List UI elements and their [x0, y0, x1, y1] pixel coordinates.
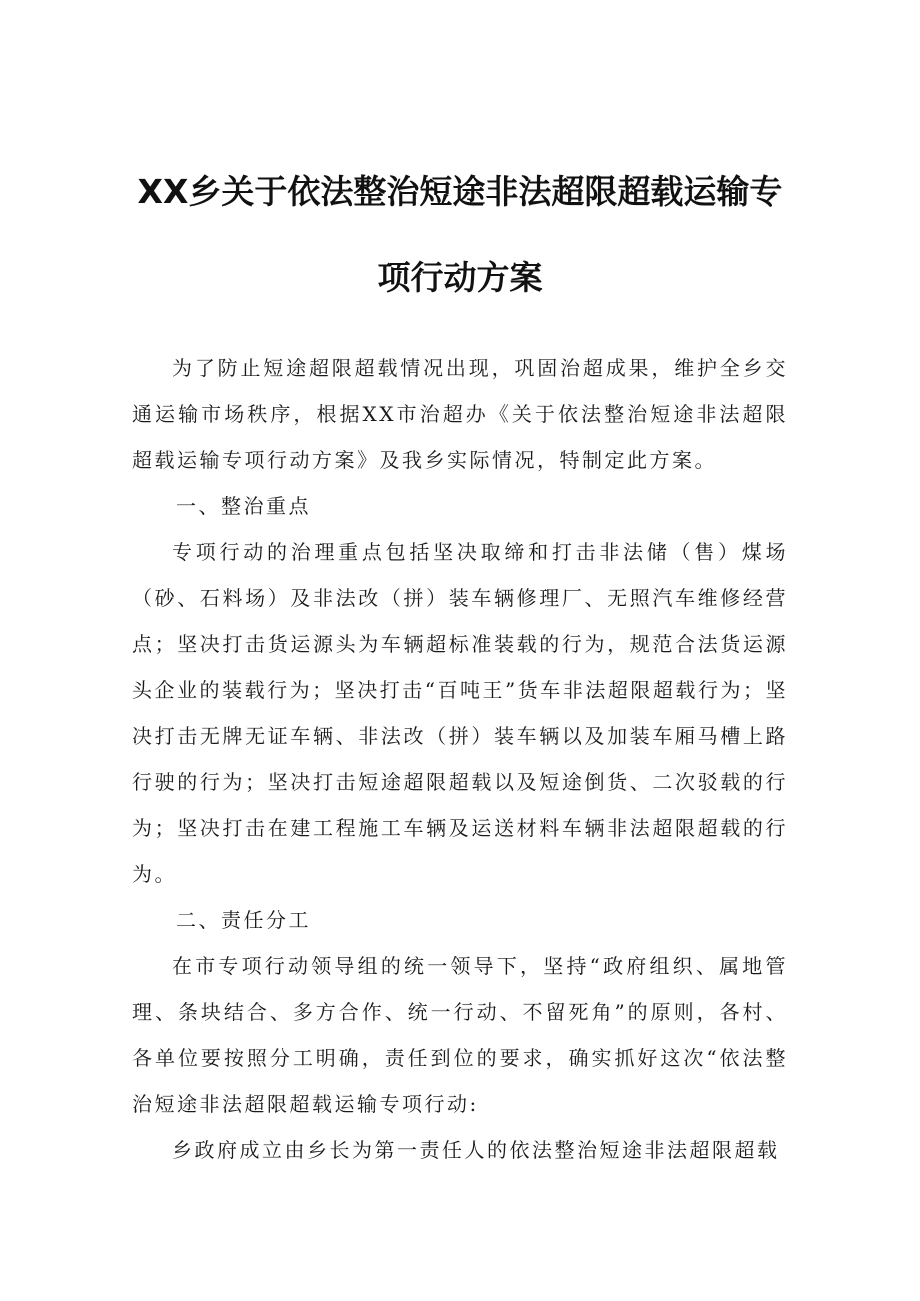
document-body [132, 345, 788, 1173]
section-heading-2: 二、责任分工 [176, 908, 311, 932]
document-title-line-2: 项行动方案 [377, 258, 543, 297]
intro-paragraph: 为了防止短途超限超载情况出现，巩固治超成果，维护全乡交通运输市场秩序，根据XX市治超办《关于依法整治短途非法超限超载运输专项行动方案》及我乡实际情况，特制定此方案。 [132, 356, 788, 472]
section-2-paragraph: 在市专项行动领导组的统一领导下，坚持“政府组织、属地管理、条块结合、多方合作、统一行动、不留死角”的原则，各村、各单位要按照分工明确，责任到位的要求，确实抓好这次“依法整治短途非法超限超载运输专项行动: [132, 954, 788, 1116]
section-1-paragraph: 专项行动的治理重点包括坚决取缔和打击非法储（售）煤场（砂、石料场）及非法改（拼）装车辆修理厂、无照汽车维修经营点；坚决打击货运源头为车辆超标准装载的行为，规范合法货运源头企业的装载行为；坚决打击“百吨王”货车非法超限超载行为；坚决打击无牌无证车辆、非法改（拼）装车辆以及加装车厢马槽上路行驶的行为；坚决打击短途超限超载以及短途倒货、二次驳载的行为；坚决打击在建工程施工车辆及运送材料车辆非法超限超载的行为。 [132, 540, 788, 886]
section-2-paragraph-continued: 乡政府成立由乡长为第一责任人的依法整治短途非法超限超载 [172, 1138, 780, 1162]
document-title-line-1: XX乡关于依法整治短途非法超限超载运输专 [137, 172, 783, 211]
section-heading-1: 一、整治重点 [176, 494, 311, 518]
